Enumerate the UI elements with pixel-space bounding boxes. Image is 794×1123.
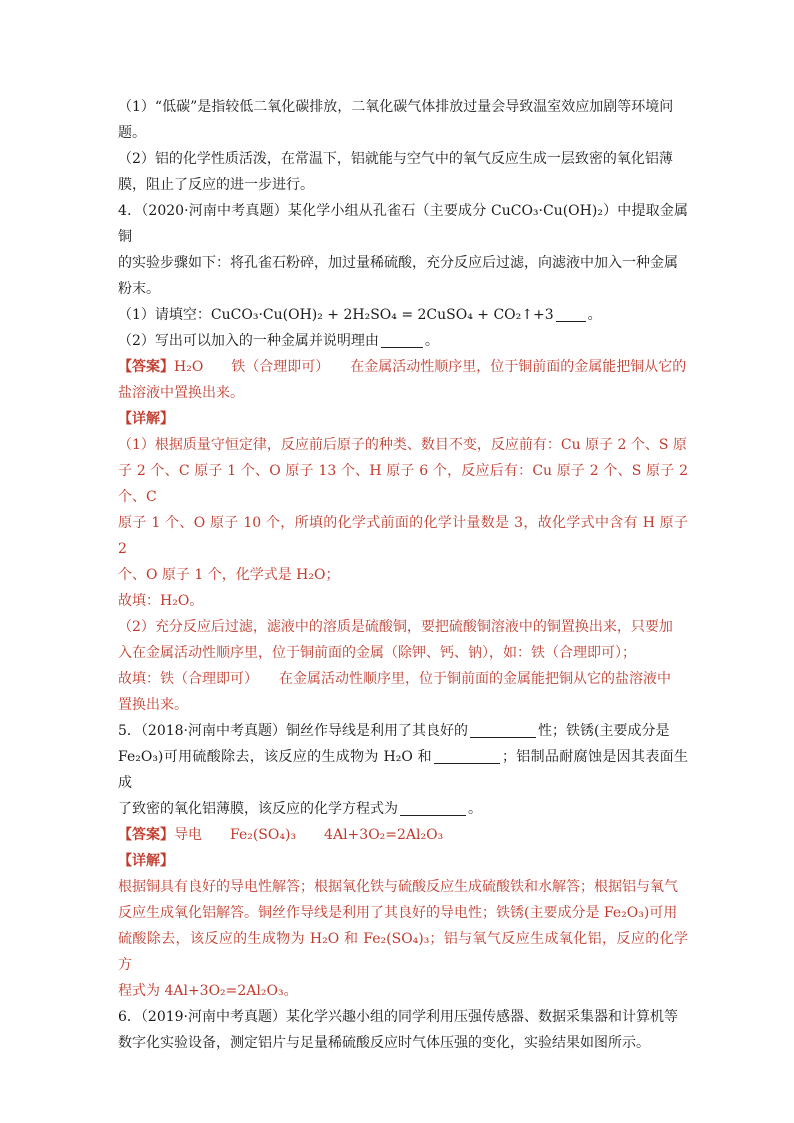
q5-answer-line (118, 822, 688, 848)
q5-detail-tag: 【详解】 (118, 853, 174, 869)
q4-detail-line-7: 入在金属活动性顺序里，位于铜前面的金属（除钾、钙、钠），如：铁（合理即可）； (118, 645, 636, 661)
q5-blank-2[interactable] (434, 747, 500, 764)
q4-sub1-prefix: （1）请填空： (118, 307, 211, 323)
q4-answer-line-2: 盐溶液中置换出来。 (118, 385, 244, 401)
q4-answer-line-1 (118, 354, 688, 380)
prev-answer-line-1a: （1）“低碳”是指较低二氧化碳排放，二氧化碳气体排放过量会导致温室效应加剧等环境问 (118, 99, 674, 115)
q5-answer-text: 导电 Fe₂(SO₄)₃ 4Al+3O₂=2Al₂O₃ (174, 827, 444, 843)
q5-stem-line-1 (118, 718, 688, 744)
q4-stem-line-1: 4．（2020·河南中考真题）某化学小组从孔雀石（主要成分 CuCO₃·Cu(OH)₂）中提取金属铜 (118, 203, 688, 245)
q4-detail-line-9: 置换出来。 (118, 697, 188, 713)
q5-stem-line-3 (118, 796, 688, 822)
q4-sub1-blank[interactable] (556, 305, 586, 322)
q5-stem-line-2 (118, 744, 688, 796)
q4-sub1-equation: CuCO₃·Cu(OH)₂ + 2H₂SO₄ = 2CuSO₄ + CO₂↑+3 (210, 307, 554, 323)
q5-stem-3a: 了致密的氧化铝薄膜，该反应的化学方程式为 (118, 801, 398, 817)
q4-detail-tag: 【详解】 (118, 411, 174, 427)
q4-sub2-end: 。 (424, 333, 439, 349)
q4-detail-line-5: 故填：H₂O。 (118, 593, 204, 609)
q4-detail-line-6: （2）充分反应后过滤，滤液中的溶质是硫酸铜，要把硫酸铜溶液中的铜置换出来，只要加 (118, 619, 673, 635)
q5-detail-line-2: 反应生成氧化铝解答。铜丝作导线是利用了其良好的导电性；铁锈(主要成分是 Fe₂O₃)可用 (118, 905, 678, 921)
q5-blank-1[interactable] (470, 721, 536, 738)
q4-sub1 (118, 302, 688, 328)
q6-stem-line-2: 数字化实验设备，测定铝片与足量稀硫酸反应时气体压强的变化，实验结果如图所示。 (118, 1035, 650, 1051)
prev-answer-line-1b: 题。 (118, 125, 146, 141)
q5-stem-2b: ；铝制品耐腐蚀是因其表面生成 (118, 749, 688, 791)
q4-sub1-end: 。 (587, 307, 602, 323)
q4-sub2 (118, 328, 688, 354)
q4-answer-text: H₂O 铁（合理即可） 在金属活动性顺序里，位于铜前面的金属能把铜从它的 (174, 359, 687, 375)
q5-stem-2a: Fe₂O₃)可用硫酸除去，该反应的生成物为 H₂O 和 (118, 749, 432, 765)
q5-detail-line-1: 根据铜具有良好的导电性解答；根据氧化铁与硫酸反应生成硫酸铁和水解答；根据铝与氧气 (118, 879, 678, 895)
q6-stem-line-1: 6．（2019·河南中考真题）某化学兴趣小组的同学利用压强传感器、数据采集器和计算机等 (118, 1009, 678, 1025)
q4-detail-line-1: （1）根据质量守恒定律，反应前后原子的种类、数目不变，反应前有：Cu 原子 2 个、S 原 (118, 437, 687, 453)
document-content (118, 94, 688, 1056)
q4-stem-line-3: 粉末。 (118, 281, 160, 297)
q4-sub2-prefix: （2）写出可以加入的一种金属并说明理由 (118, 333, 379, 349)
q4-stem-line-2: 的实验步骤如下：将孔雀石粉碎，加过量稀硫酸，充分反应后过滤，向滤液中加入一种金属 (118, 255, 678, 271)
q5-stem-1b: 性；铁锈(主要成分是 (538, 723, 670, 739)
q5-detail-line-4: 程式为 4Al+3O₂=2Al₂O₃。 (118, 983, 298, 999)
q5-answer-tag: 【答案】 (118, 827, 174, 843)
q5-stem-3b: 。 (468, 801, 482, 817)
q4-detail-line-8: 故填：铁（合理即可） 在金属活动性顺序里，位于铜前面的金属能把铜从它的盐溶液中 (118, 671, 671, 687)
q4-answer-tag: 【答案】 (118, 359, 174, 375)
prev-answer-line-2a: （2）铝的化学性质活泼，在常温下，铝就能与空气中的氧气反应生成一层致密的氧化铝薄 (118, 151, 673, 167)
q4-detail-line-3: 原子 1 个、O 原子 10 个，所填的化学式前面的化学计量数是 3，故化学式中含有 H 原子 2 (118, 515, 688, 557)
prev-answer-line-2b: 膜，阻止了反应的进一步进行。 (118, 177, 314, 193)
q5-stem-1a: 5．（2018·河南中考真题）铜丝作导线是利用了其良好的 (118, 723, 468, 739)
q4-sub2-blank[interactable] (381, 331, 423, 348)
q4-detail-line-4: 个、O 原子 1 个，化学式是 H₂O； (118, 567, 340, 583)
q5-blank-3[interactable] (400, 799, 466, 816)
q4-detail-line-2: 子 2 个、C 原子 1 个、O 原子 13 个、H 原子 6 个，反应后有：Cu 原子 2 个、S 原子 2 个、C (118, 463, 688, 505)
q5-detail-line-3: 硫酸除去，该反应的生成物为 H₂O 和 Fe₂(SO₄)₃；铝与氧气反应生成氧化铝，反应的化学方 (118, 931, 688, 973)
